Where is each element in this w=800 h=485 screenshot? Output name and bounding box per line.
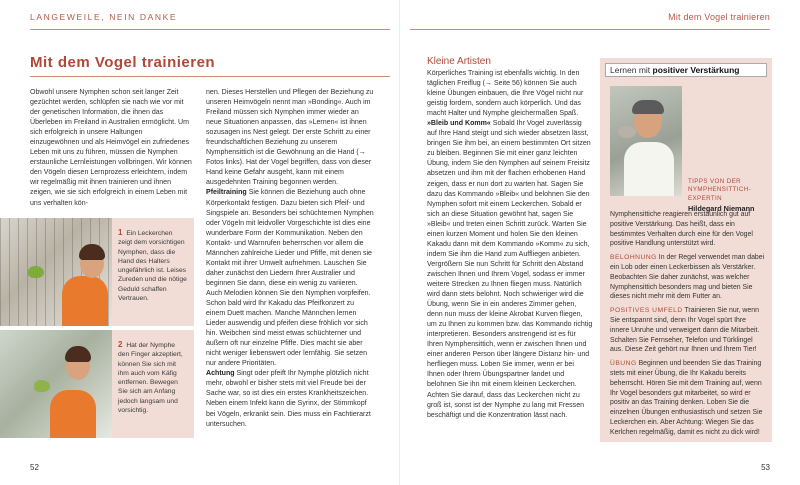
page-number-right: 53 <box>761 463 770 472</box>
caption-text: Ein Leckerchen zeigt dem vorsichtigen Nymphen, dass die Hand des Halters ungefährlich ist. Leises Zureden und die nötige Geduld schaffen Vertrauen. <box>118 230 187 303</box>
sidebar-item-text: In der Regel verwendet man dabei ein Lob oder einen Leckerbissen als Verstärker. Beobachten Sie daher zunächst, was welcher Nymphensittich besonders mag und bieten Sie dieses nicht mehr mit dem Futter an. <box>610 254 765 301</box>
sidebar-item-uebung <box>610 359 766 437</box>
pfeiltraining-paragraph <box>206 188 374 369</box>
sidebar-heading-bold: positiver Verstärkung <box>652 65 740 75</box>
sidebar-item-text: Trainieren Sie nur, wenn Sie entspannt sind, denn Ihr Vogel spürt Ihre innere Unruhe und verweigert dann die Mitarbeit. Schalten Sie Fernseher, Telefon und Türklingel aus. Diese Zeit gehört nur Ihnen und Ihrem Tier! <box>610 307 760 354</box>
sidebar-item-keyword: POSITIVES UMFELD <box>610 307 683 315</box>
expert-label: TIPPS VON DER NYMPHENSITTICH-EXPERTIN <box>688 178 752 202</box>
tips-sidebar <box>600 58 772 442</box>
expert-name: Hildegard Niemann <box>688 204 755 213</box>
bird-icon <box>28 266 44 278</box>
caption-number: 2 <box>118 340 123 349</box>
sidebar-heading-prefix: Lernen mit <box>610 65 653 75</box>
achtung-keyword: Achtung <box>206 370 235 378</box>
right-intro: Körperliches Training ist ebenfalls wichtig. In den täglichen Freiflug (→ Seite 56) können Sie auch kleine Übungen einbauen, die Ihre Vögel nicht nur geistig fordern, sondern auch körperlich. Und das macht Halter und Nymphe gleichermaßen Spaß. <box>427 70 584 118</box>
caption-2 <box>112 330 194 438</box>
bleib-komm-paragraph <box>427 119 593 420</box>
right-column <box>427 55 593 421</box>
person-hair <box>79 244 105 260</box>
left-col2-text-a: nen. Dieses Herstellen und Pflegen der Beziehung zu unseren Heimvögeln nennt man »Bonding«. Auch im Freiland müssen sich Nymphen immer wieder an neue Situationen anpassen, das »Lernen« ist ihnen sozusagen ins Nest gelegt. Der erste Schritt zu einer freundschaftlichen Beziehung zu unserem Nymphensittich ist die Gewöhnung an die Hand (→ Fotos links). Hat der Vogel begriffen, dass von dieser Hand keine Gefahr ausgeht, kann mit einem ausgedehnten Training begonnen werden. <box>206 89 374 187</box>
left-col2-paragraph <box>206 88 374 188</box>
left-column-2 <box>206 88 374 430</box>
sidebar-item-umfeld <box>610 306 766 355</box>
caption-number: 1 <box>118 228 123 237</box>
pfeiltraining-keyword: Pfeiltraining <box>206 189 247 197</box>
expert-shirt <box>624 142 674 196</box>
page-title: Mit dem Vogel trainieren <box>30 54 216 71</box>
left-column-1 <box>30 88 192 209</box>
sidebar-body <box>610 210 766 442</box>
expert-photo <box>610 86 682 196</box>
section-heading: Kleine Artisten <box>427 56 491 67</box>
bird-icon <box>618 126 636 138</box>
caption-1 <box>112 218 194 326</box>
achtung-paragraph <box>206 369 374 429</box>
person-shirt <box>50 390 96 438</box>
title-rule <box>30 76 390 77</box>
sidebar-heading <box>605 63 767 77</box>
bleib-komm-keyword: »Bleib und Komm« <box>427 120 491 128</box>
bird-icon <box>34 380 50 392</box>
page-number-left: 52 <box>30 463 39 472</box>
person-hair <box>65 346 91 362</box>
person-shirt <box>62 276 108 326</box>
photo-finger-perch <box>0 330 112 438</box>
sidebar-item-belohnung <box>610 253 766 302</box>
running-head-left: LANGEWEILE, NEIN DANKE <box>30 12 390 30</box>
running-head-right: Mit dem Vogel trainieren <box>410 12 770 30</box>
photo-hand-treat <box>0 218 112 326</box>
right-body-text: Sobald Ihr Vogel zuverlässig auf Ihre Hand steigt und sich wieder absetzen lässt, bringen Sie ihm bei, an einem bestimmten Ort sitzen zu bleiben. Beginnen Sie mit einer ganz leichten Übung, indem Sie den Nymphen auf seinem Freisitz absetzen und ihm mit der flachen erhobenen Hand zeigen, dass er nun dort zu warten hat. Sagen Sie dazu das Kommando »Bleib« und belohnen Sie den Nymphen sofort mit einem Leckerchen. Sobald er sich an diese Situation gewöhnt hat, sagen Sie »Bleib« und treten einen Schritt zurück. Warten Sie einen kurzen Moment und holen Sie den kleinen Kakadu dann mit dem Kommando »Komm« zu sich, indem Sie ihm die Hand zum Auffliegen anbieten. Vergrößern Sie nun Schritt für Schritt den Abstand zwischen Ihnen und Ihrem Vogel, sodass er immer weitere Strecken zu Ihnen fliegen muss. Natürlich wird dann stets belohnt. Noch schwieriger wird die Übung, wenn Sie in ein anderes Zimmer gehen, denn nun muss der kleine Akrobat Kurven fliegen, um zu Ihnen zu kommen bzw. das Kommando richtig interpretieren. Besonders anstrengend ist es für Ihren Nymphensittich, wenn er zwischen Ihnen und einer anderen Person über längere Distanz hin- und herfliegen muss. Loben Sie immer, wenn er bei Ihnen oder Ihrem Übungspartner landet und belohnen Sie ihn mit einem kleinen Leckerchen. Achten Sie darauf, dass das Leckerchen nicht zu groß ist, sonst ist der Nymphe zu lang mit Fressen beschäftigt und die Konzentration lässt nach. <box>427 120 593 419</box>
sidebar-item-text: Beginnen und beenden Sie das Training stets mit einer Übung, die Ihr Kakadu bereits beherrscht. Hören Sie mit dem Training auf, wenn Ihr Vogel besonders gut mitarbeitet, so wird er positiv an das Training denken. Loben Sie die einzelnen Übungen enthusiastisch und setzen Sie Leckerchen ein. Aber Achtung: Wiegen Sie das Kerlchen regelmäßig, damit es nicht zu dick wird! <box>610 360 763 436</box>
sidebar-item-keyword: ÜBUNG <box>610 360 637 368</box>
sidebar-intro: Nymphensittiche reagieren erstaunlich gut auf positive Verstärkung. Das heißt, dass ein bestimmtes Verhalten durch eine für den Vogel positive Handlung unterstützt wird. <box>610 211 753 248</box>
sidebar-item-keyword: BELOHNUNG <box>610 254 657 262</box>
expert-hair <box>632 100 664 114</box>
left-col2-text-b: Sie können die Beziehung auch ohne Körperkontakt festigen. Dazu bieten sich Pfeif- und Singspiele an. Besonders bei schüchternen Nymphen oder Vögeln mit leidvoller Vorgeschichte ist dies eine wunderbare Form der Kommunikation. Neben den Kontakt- und Warnrufen beherrschen vor allem die Männchen zahlreiche Lieder und Pfiffe, mit denen sie Kontakt mit ihrer Umwelt aufnehmen. Lauschen Sie daher zunächst den Liedern Ihrer Australier und beginnen Sie dann, diese ein wenig zu variieren. Auch Melodien können Sie den Nymphen vorpfeifen. Schon bald wird Ihr Kakadu das Pfeifkonzert zu einem Duett machen. Manche Männchen lernen Lieder auswendig und pfeifen diese fröhlich vor sich hin. Weibchen sind meist etwas schüchterner und äußern oft nur einzelne Pfiffe. Dies macht sie aber nicht weniger liebenswert oder lernfähig. Sie setzen nur andere Prioritäten. <box>206 189 374 368</box>
left-col1-text: Obwohl unsere Nymphen schon seit langer Zeit gezüchtet werden, schlüpfen sie nach wie vor mit der genetischen Information, die ihnen das Überleben im Freiland in Australien ermöglicht. Um sich erfolgreich in unsere Haltungen einzugewöhnen und als Heimvögel ein zufriedenes Leben mit uns zu führen, müssen die Nymphen erstaunliche Lernleistungen vollbringen. Wir können den Vögeln diesen Lernprozess erleichtern, indem wir regelmäßig mit ihnen trainieren und ihnen zeigen, wie sie sich erfolgreich in einem Leben mit uns verhalten kön- <box>30 89 192 207</box>
caption-text: Hat der Nymphe den Finger akzeptiert, können Sie sich mit ihm auch vom Käfig entfernen. Bewegen Sie sich am Anfang jedoch langsam und vorsichtig. <box>118 342 183 415</box>
left-col2-text-c: Singt oder pfeift Ihr Nymphe plötzlich nicht mehr, obwohl er bisher stets mit viel Freude bei der Sache war, so ist dies ein erstes Krankheitszeichen. Neben einem Infekt kann die Syrinx, der Stimmkopf bei Vögeln, erkrankt sein. Dies muss ein Fachtierarzt untersuchen. <box>206 370 371 428</box>
